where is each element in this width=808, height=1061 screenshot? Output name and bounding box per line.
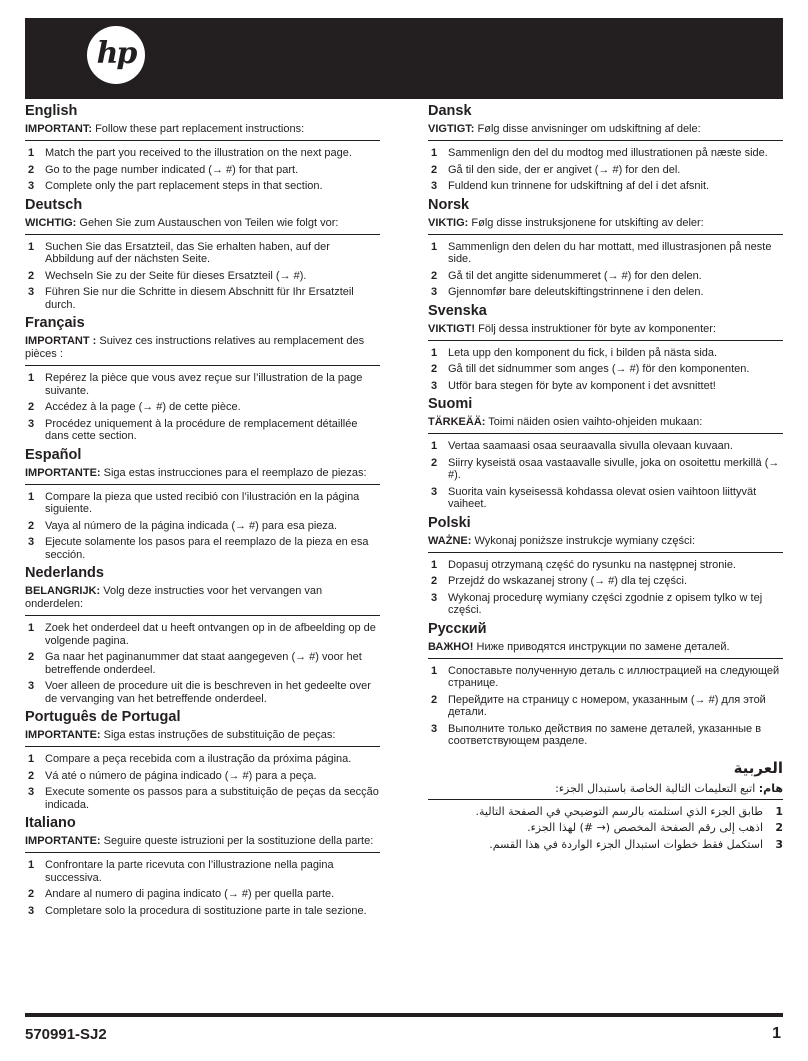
section-title: Español: [25, 446, 82, 463]
section-svenska: [428, 303, 783, 393]
list-item: 2 Wechseln Sie zu der Seite für dieses Ersatzteil (→ #).: [28, 269, 307, 282]
section-title: Italiano: [25, 815, 76, 831]
list-item: 3 Führen Sie nur die Schritte in diesem Abschnitt für Ihr Ersatzteil durch.: [28, 286, 354, 311]
list-item: 1 Compare la pieza que usted recibió con l’ilustración en la página siguiente.: [28, 490, 360, 515]
section-dansk: [428, 103, 783, 193]
important-note: TÄRKEÄÄ: Toimi näiden osien vaihto-ohjeiden mukaan:: [428, 416, 783, 434]
section-arabic: [428, 760, 783, 852]
list-item: 2 Accédez à la page (→ #) de cette pièce.: [28, 401, 241, 413]
list-item: 3 Выполните только действия по замене деталей, указанные в соответствующем разделе.: [431, 722, 762, 747]
section-italiano: [25, 815, 380, 917]
list-item: 1 Vertaa saamaasi osaa seuraavalla sivulla olevaan kuvaan.: [431, 440, 733, 452]
list-item: 1 Compare a peça recebida com a ilustração da próxima página.: [28, 753, 352, 765]
section-title: Polski: [428, 514, 471, 531]
steps-list: [25, 372, 380, 443]
important-note: VIGTIGT: Følg disse anvisninger om udskiftning af dele:: [428, 123, 783, 141]
steps-list: [25, 147, 380, 193]
list-item: 2 Siirry kyseistä osaa vastaavalle sivulle, joka on osoitettu merkillä (→ #).: [431, 456, 780, 481]
list-item: 2 Перейдите на страницу с номером, указанным (→ #) для этой детали.: [431, 693, 766, 718]
list-item: 2 Go to the page number indicated (→ #) for that part.: [28, 163, 299, 176]
section-title: Dansk: [428, 103, 472, 119]
list-item: 1 Сопоставьте полученную деталь с иллюстрацией на следующей странице.: [431, 664, 780, 689]
list-item: 1 Dopasuj otrzymaną część do rysunku na następnej stronie.: [431, 558, 736, 571]
important-note: VIKTIG: Følg disse instruksjonene for utskifting av deler:: [428, 217, 783, 235]
list-item: 3 Utför bara stegen för byte av komponent i det avsnittet!: [431, 379, 716, 392]
section-title: Русский: [428, 620, 487, 637]
important-note: WICHTIG: Gehen Sie zum Austauschen von Teilen wie folgt vor:: [25, 217, 380, 235]
list-item: 3 Execute somente os passos para a substituição de peças da secção indicada.: [28, 786, 379, 811]
section-english: [25, 103, 380, 193]
important-note: WAŻNE: Wykonaj poniższe instrukcje wymiany części:: [428, 535, 783, 553]
list-item: 2 اذهب إلى رقم الصفحة المخصص (→ #) لهذا الجزء.: [527, 821, 783, 834]
list-item: 3 Fuldend kun trinnene for udskiftning af del i det afsnit.: [431, 180, 710, 192]
section-deutsch: [25, 197, 380, 312]
section-title: Nederlands: [25, 565, 104, 581]
list-item: 3 Procédez uniquement à la procédure de remplacement détaillée dans cette section.: [28, 417, 358, 442]
section-espanol: [25, 447, 380, 562]
section-title: Português de Portugal: [25, 709, 181, 725]
steps-list: [25, 491, 380, 562]
steps-list: [25, 859, 380, 917]
list-item: 2 Gå til det angitte sidenummeret (→ #) for den delen.: [431, 269, 702, 282]
hp-logo-text: hp: [96, 36, 136, 71]
section-polski: [428, 515, 783, 617]
list-item: 3 Completare solo la procedura di sostituzione parte in tale sezione.: [28, 904, 367, 917]
list-item: 2 Vá até o número de página indicado (→ #) para a peça.: [28, 769, 317, 782]
section-title: Français: [25, 315, 85, 331]
important-note: IMPORTANTE: Siga estas instruções de substituição de peças:: [25, 729, 380, 747]
list-item: 1 Zoek het onderdeel dat u heeft ontvangen op in de afbeelding op de volgende pagina.: [28, 622, 376, 647]
steps-list: [25, 622, 380, 705]
important-note: BELANGRIJK: Volg deze instructies voor het vervangen van onderdelen:: [25, 585, 380, 616]
list-item: 3 Gjennomfør bare deleutskiftingstrinnene i den delen.: [431, 286, 704, 298]
section-suomi: [428, 396, 783, 511]
list-item: 1 Suchen Sie das Ersatzteil, das Sie erhalten haben, auf der Abbildung auf der nächsten Seite.: [28, 240, 330, 265]
list-item: 2 Vaya al número de la página indicada (→ #) para esa pieza.: [28, 519, 338, 532]
list-item: 3 Complete only the part replacement steps in that section.: [28, 180, 323, 192]
important-note: VIKTIGT! Följ dessa instruktioner för byte av komponenter:: [428, 323, 783, 341]
important-note: ВАЖНО! Ниже приводятся инструкции по замене деталей.: [428, 641, 783, 659]
document-code: 570991-SJ2: [25, 1026, 107, 1043]
steps-list: [428, 147, 783, 193]
steps-list: [428, 440, 783, 511]
steps-list: [428, 665, 783, 748]
list-item: 1 Sammenlign den delen du har mottatt, med illustrasjonen på neste side.: [431, 240, 772, 265]
section-title: English: [25, 103, 78, 119]
important-note: IMPORTANTE: Seguire queste istruzioni per la sostituzione della parte:: [25, 835, 380, 853]
list-item: 1 Match the part you received to the illustration on the next page.: [28, 147, 352, 159]
steps-list: [25, 753, 380, 811]
steps-list: [25, 241, 380, 312]
list-item: 2 Andare al numero di pagina indicato (→ #) per quella parte.: [28, 888, 335, 900]
list-item: 2 Gå til den side, der er angivet (→ #) for den del.: [431, 163, 681, 176]
section-norsk: [428, 197, 783, 299]
footer-rule: [25, 1013, 783, 1017]
list-item: 3 Suorita vain kyseisessä kohdassa olevat osien vaihtoon liittyvät vaiheet.: [431, 485, 757, 510]
steps-list: [428, 241, 783, 299]
section-title: Deutsch: [25, 196, 83, 213]
list-item: 2 Gå till det sidnummer som anges (→ #) för den komponenten.: [431, 363, 750, 375]
page-number: 1: [772, 1025, 781, 1042]
steps-list: [428, 347, 783, 393]
right-column: [428, 103, 783, 855]
important-note: IMPORTANT : Suivez ces instructions relatives au remplacement des pièces :: [25, 335, 380, 366]
section-title: Svenska: [428, 302, 487, 319]
important-note: IMPORTANTE: Siga estas instrucciones para el reemplazo de piezas:: [25, 467, 380, 485]
important-note: IMPORTANT: Follow these part replacement instructions:: [25, 123, 380, 141]
section-title: Norsk: [428, 196, 470, 213]
important-note: هام: اتبع التعليمات التالية الخاصة باستبدال الجزء:: [428, 782, 783, 800]
section-nederlands: [25, 565, 380, 705]
list-item: 1 طابق الجزء الذي استلمته بالرسم التوضيحي في الصفحة التالية.: [475, 804, 783, 818]
list-item: 3 Wykonaj procedurę wymiany części zgodnie z opisem tylko w tej części.: [431, 591, 763, 616]
list-item: 1 Leta upp den komponent du fick, i bilden på nästa sida.: [431, 346, 718, 359]
list-item: 2 Ga naar het paginanummer dat staat aangegeven (→ #) voor het betreffende onderdeel.: [28, 651, 362, 676]
section-russian: [428, 621, 783, 748]
list-item: 3 Ejecute solamente los pasos para el reemplazo de la pieza en esa sección.: [28, 536, 369, 561]
list-item: 3 Voer alleen de procedure uit die is beschreven in het gedeelte over de vervanging van het betreffende onderdeel.: [28, 680, 371, 705]
list-item: 1 Repérez la pièce que vous avez reçue sur l’illustration de la page suivante.: [28, 372, 363, 397]
list-item: 1 Confrontare la parte ricevuta con l’illustrazione nella pagina successiva.: [28, 859, 334, 884]
steps-list: [428, 806, 783, 852]
section-title: Suomi: [428, 396, 473, 412]
section-francais: [25, 315, 380, 443]
steps-list: [428, 559, 783, 617]
section-portugues: [25, 709, 380, 811]
list-item: 2 Przejdź do wskazanej strony (→ #) dla tej części.: [431, 575, 688, 587]
hp-logo: [87, 26, 145, 84]
section-title: العربية: [733, 758, 783, 777]
list-item: 3 استكمل فقط خطوات استبدال الجزء الواردة في هذا القسم.: [489, 837, 783, 851]
left-column: [25, 103, 380, 921]
list-item: 1 Sammenlign den del du modtog med illustrationen på næste side.: [431, 147, 768, 159]
